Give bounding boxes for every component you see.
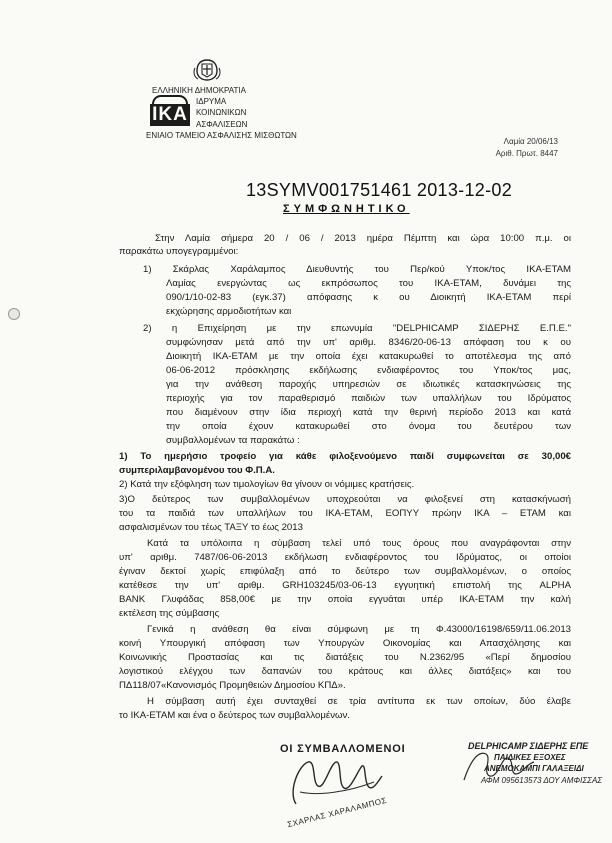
body-line: 2) η Επιχείρηση με την επωνυμία "DELPHICAMP ΣΙΔΕΡΗΣ Ε.Π.Ε.": [143, 323, 571, 334]
body-line: εκτέλεση της σύμβασης: [119, 608, 220, 619]
body-line: κοινή Υπουργική απόφαση των Υπουργών Οικονομίας και Απασχόλησης και: [119, 638, 571, 649]
body-line: 090/1/10-02-83 (εγκ.37) απόφασης κ ου Διοικητή ΙΚΑ-ΕΤΑΜ περί: [166, 292, 571, 303]
body-line: την οποία έχουν κατακυρωθεί στο όνομα του δευτέρου των: [166, 421, 571, 432]
body-line: παρακάτω υπογεγραμμένοι:: [119, 246, 239, 257]
body-line: του τα παιδιά των υπαλλήλων του ΙΚΑ-ΕΤΑΜ, ΕΟΠΥΥ πρώην ΙΚΑ – ΕΤΑΜ και: [119, 508, 571, 519]
body-line: έγιναν δεκτοί χωρίς επιφύλαξη από το δεύτερο των συμβαλλομένων, ο οποίος: [119, 566, 571, 577]
reference-date: Λαμία 20/06/13: [503, 137, 558, 146]
body-line: 3)Ο δεύτερος των συμβαλλομένων υποχρεούται να φιλοξενεί στη κατασκήνωσή: [119, 494, 571, 505]
stamp-right-line-3: ΑΝΕΜΟΚΑΜΠΙ ΓΑΛΑΞΕΙΔΙ: [484, 764, 584, 773]
body-line: Διοικητή ΙΚΑ-ΕΤΑΜ με την οποία έχει κατακυρωθεί το αποτέλεσμα της από: [166, 351, 571, 362]
header-line-3: ΚΟΙΝΩΝΙΚΩΝ: [196, 108, 247, 117]
body-line: 2) Κατά την εξόφληση των τιμολογίων θα γίνουν οι νόμιμες κρατήσεις.: [119, 479, 415, 490]
body-line: υπ' αριθμ. 7487/06-06-2013 εκδήλωση ενδιαφέροντος του Ιδρύματος, οι οποίοι: [119, 552, 571, 563]
body-line: 1) Το ημερήσιο τροφείο για κάθε φιλοξενούμενο παιδί συμφωνείται σε 30,00€: [119, 451, 571, 462]
header-line-2: ΙΔΡΥΜΑ: [196, 97, 227, 106]
body-line: Λαμίας ενεργώντας ως εκπρόσωπος του ΙΚΑ-ΕΤΑΜ, δυνάμει της: [166, 278, 571, 289]
greek-emblem-icon: [190, 58, 224, 82]
body-line: 1) Σκάρλας Χαράλαμπος Διευθυντής του Περ/κού Υποκ/τος ΙΚΑ-ΕΤΑΜ: [143, 264, 571, 275]
body-line: κατέθεσε την υπ' αριθμ. GRH103245/03-06-13 εγγυητική επιστολή της ALPHA: [119, 580, 571, 591]
punch-hole: [8, 308, 20, 320]
body-line: BANK Γλυφάδας 858,00€ με την οποία εγγυάται υπέρ ΙΚΑ-ΕΤΑΜ την καλή: [119, 594, 571, 605]
body-line: λογιστικού ελέγχου των δαπανών του κράτους και άλλες διατάξεις» και του: [119, 666, 571, 677]
reference-protocol: Αριθ. Πρωτ. 8447: [495, 149, 558, 158]
body-line: Η σύμβαση αυτή έχει συνταχθεί σε τρία αντίτυπα εκ των οποίων, δύο έλαβε: [147, 696, 571, 707]
stamp-right-line-1: DELPHICAMP ΣΙΔΕΡΗΣ ΕΠΕ: [468, 741, 589, 751]
body-line: Κοινωνικής Προστασίας και τις διατάξεις του Ν.2362/95 «Περί δημοσίου: [119, 652, 571, 663]
ika-logo: ΙΚΑ: [150, 104, 190, 126]
header-republic: ΕΛΛΗΝΙΚΗ ΔΗΜΟΚΡΑΤΙΑ: [152, 86, 246, 95]
body-line: ασφαλισμένων του τέως ΤΑΞΥ το έως 2013: [119, 522, 303, 533]
body-line: Κατά τα υπόλοιπα η σύμβαση τελεί υπό τους όρους που αναγράφονται στην: [147, 538, 571, 549]
document-title: ΣΥΜΦΩΝΗΤΙΚΟ: [283, 203, 410, 215]
body-line: Γενικά η ανάθεση θα είναι σύμφωνη με τη Φ.43000/16198/659/11.06.2013: [147, 624, 571, 635]
body-line: συμπεριλαμβανομένου του Φ.Π.Α.: [119, 465, 275, 476]
header-etam: ΕΝΙΑΙΟ ΤΑΜΕΙΟ ΑΣΦΑΛΙΣΗΣ ΜΙΣΘΩΤΩΝ: [146, 131, 297, 140]
body-line: 06-06-2012 πρόσκλησης εκδήλωσης ενδιαφέροντος του Υποκ/τος μας,: [166, 365, 571, 376]
stamp-right-line-2: ΠΑΙΔΙΚΕΣ ΕΞΟΧΕΣ: [494, 753, 566, 762]
body-line: περιοχής για τον παραθερισμό παιδιών των υπαλλήλων του Ιδρύματος: [166, 393, 571, 404]
signature-right-icon: [456, 744, 546, 788]
body-line: συμβαλλομένων τα παρακάτω :: [166, 435, 300, 446]
body-line: Στην Λαμία σήμερα 20 / 06 / 2013 ημέρα Πέμπτη και ώρα 10:00 π.μ. οι: [155, 233, 571, 244]
stamp-left: ΣΧΑΡΛΑΣ ΧΑΡΑΛΑΜΠΟΣ: [286, 795, 388, 830]
header-line-4: ΑΣΦΑΛΙΣΕΩΝ: [196, 120, 248, 129]
body-line: ΠΔ118/07«Κανονισμός Προμηθειών Δημοσίου ΚΠΔ».: [119, 680, 346, 691]
body-line: εκχώρησης αρμοδιοτήτων και: [166, 306, 292, 317]
body-line: συμφώνησαν μετά από την υπ' αριθμ. 8346/20-06-13 απόφαση του κ ου: [166, 337, 571, 348]
body-line: το ΙΚΑ-ΕΤΑΜ και ένα ο δεύτερος των συμβαλλομένων.: [119, 710, 350, 721]
signatories-label: ΟΙ ΣΥΜΒΑΛΛΟΜΕΝΟΙ: [280, 743, 406, 755]
body-line: για την ανάθεση παροχής υπηρεσιών σε ιδιωτικές κατασκηνώσεις της: [166, 379, 571, 390]
body-line: που διαμένουν στην ίδια περιοχή κατά την θερινή περίοδο 2013 και κατά: [166, 407, 571, 418]
stamp-right-line-4: ΑΦΜ 095613573 ΔΟΥ ΑΜΦΙΣΣΑΣ: [481, 776, 603, 785]
ada-code: 13SYMV001751461 2013-12-02: [246, 180, 513, 200]
